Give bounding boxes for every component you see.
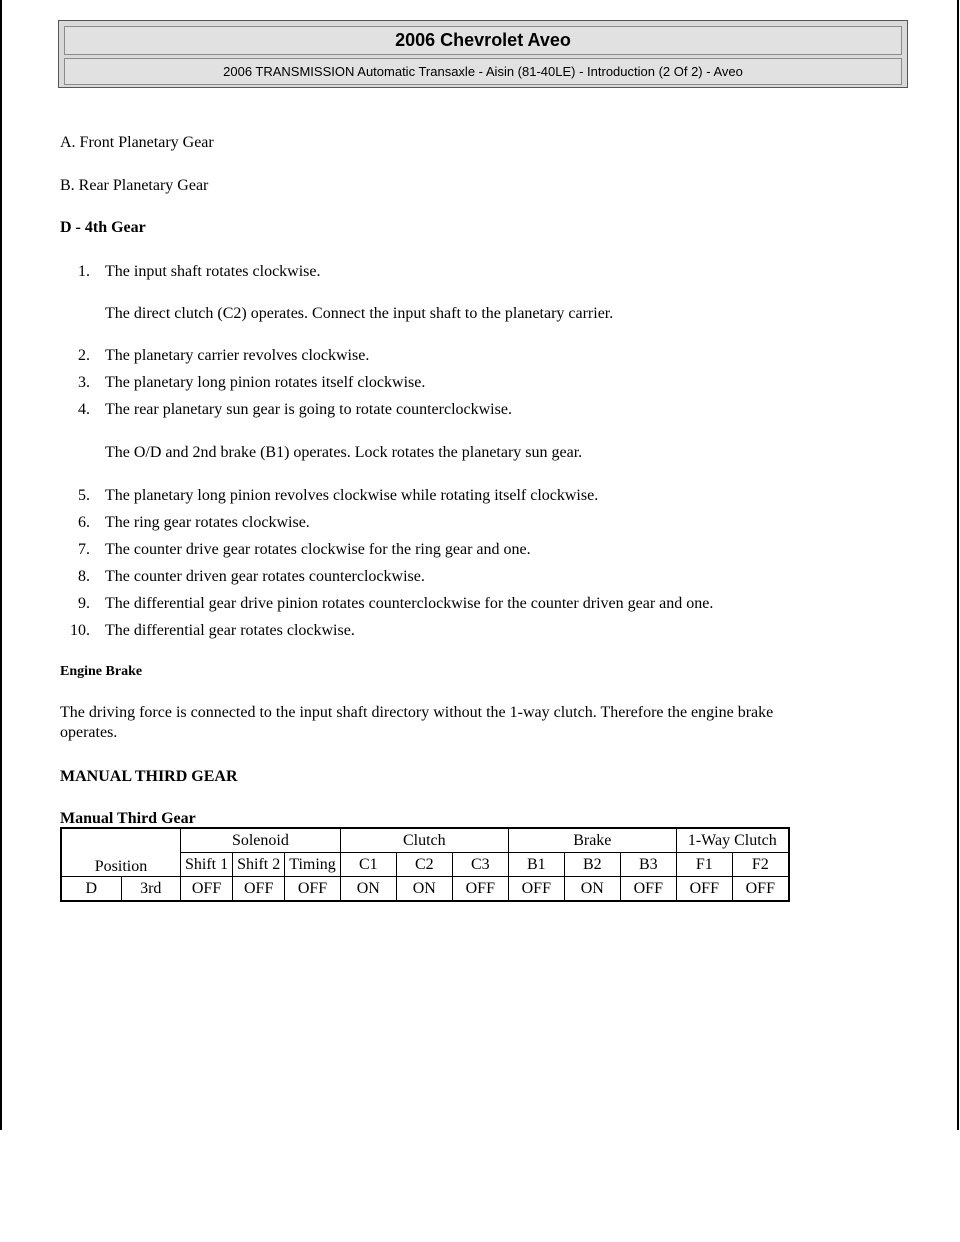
subheader-cell: C1 [340, 853, 396, 877]
subheader-cell: C2 [396, 853, 452, 877]
step-text: The planetary carrier revolves clockwise. [105, 347, 370, 364]
table-row [61, 877, 789, 902]
engine-brake-heading: Engine Brake [60, 664, 143, 679]
step-number: 1. [78, 263, 90, 280]
table-cell: OFF [732, 877, 789, 902]
subheader-cell: Shift 2 [233, 853, 285, 877]
table-caption: Manual Third Gear [60, 810, 196, 827]
step-number: 6. [78, 514, 90, 531]
table-cell: OFF [508, 877, 564, 902]
step-text: The rear planetary sun gear is going to rotate counterclockwise. [105, 401, 512, 418]
header-clutch: Clutch [340, 828, 508, 853]
step-number: 8. [78, 568, 90, 585]
table-header-row [61, 828, 789, 853]
step-number: 2. [78, 347, 90, 364]
page-border-left [0, 0, 2, 1130]
header-brake: Brake [508, 828, 676, 853]
table-cell: ON [564, 877, 620, 902]
step-number: 7. [78, 541, 90, 558]
subheader-cell: B2 [564, 853, 620, 877]
step-note: The direct clutch (C2) operates. Connect the input shaft to the planetary carrier. [105, 305, 614, 322]
subheader-cell: F1 [676, 853, 732, 877]
table-cell: OFF [181, 877, 233, 902]
subheader-cell: F2 [732, 853, 789, 877]
table-cell: OFF [452, 877, 508, 902]
section-heading-manual-third: MANUAL THIRD GEAR [60, 768, 238, 785]
step-note: The O/D and 2nd brake (B1) operates. Lock rotates the planetary sun gear. [105, 444, 583, 461]
header-position: Position [61, 828, 181, 877]
header-solenoid: Solenoid [181, 828, 341, 853]
step-number: 4. [78, 401, 90, 418]
table-cell: 3rd [121, 877, 180, 902]
table-cell: D [61, 877, 121, 902]
legend-item-a: A. Front Planetary Gear [60, 134, 214, 151]
step-number: 10. [70, 622, 90, 639]
engine-brake-text-line: The driving force is connected to the input shaft directory without the 1-way clutch. Therefore the engine brake [60, 704, 774, 721]
subheader-cell: B3 [620, 853, 676, 877]
header-title: 2006 Chevrolet Aveo [64, 26, 902, 55]
gear-engagement-table [60, 827, 790, 902]
step-text: The counter drive gear rotates clockwise for the ring gear and one. [105, 541, 531, 558]
page-border-right [957, 0, 959, 1130]
step-text: The planetary long pinion rotates itself clockwise. [105, 374, 426, 391]
legend-item-b: B. Rear Planetary Gear [60, 177, 209, 194]
table-cell: OFF [620, 877, 676, 902]
step-text: The ring gear rotates clockwise. [105, 514, 310, 531]
subheader-cell: B1 [508, 853, 564, 877]
header-one-way-clutch: 1-Way Clutch [676, 828, 789, 853]
table-cell: ON [340, 877, 396, 902]
step-text: The input shaft rotates clockwise. [105, 263, 321, 280]
step-number: 3. [78, 374, 90, 391]
document-header [58, 20, 908, 88]
table-cell: ON [396, 877, 452, 902]
step-number: 5. [78, 487, 90, 504]
subheader-cell: Shift 1 [181, 853, 233, 877]
subheader-cell: Timing [285, 853, 341, 877]
subheader-cell: C3 [452, 853, 508, 877]
step-text: The differential gear rotates clockwise. [105, 622, 355, 639]
header-subtitle: 2006 TRANSMISSION Automatic Transaxle - Aisin (81-40LE) - Introduction (2 Of 2) - Aveo [64, 58, 902, 85]
engine-brake-text-line: operates. [60, 724, 118, 741]
step-number: 9. [78, 595, 90, 612]
table-cell: OFF [676, 877, 732, 902]
section-heading-d4: D - 4th Gear [60, 219, 146, 236]
table-cell: OFF [285, 877, 341, 902]
step-text: The differential gear drive pinion rotates counterclockwise for the counter driven gear and one. [105, 595, 714, 612]
step-text: The planetary long pinion revolves clockwise while rotating itself clockwise. [105, 487, 599, 504]
table-cell: OFF [233, 877, 285, 902]
step-text: The counter driven gear rotates counterclockwise. [105, 568, 425, 585]
